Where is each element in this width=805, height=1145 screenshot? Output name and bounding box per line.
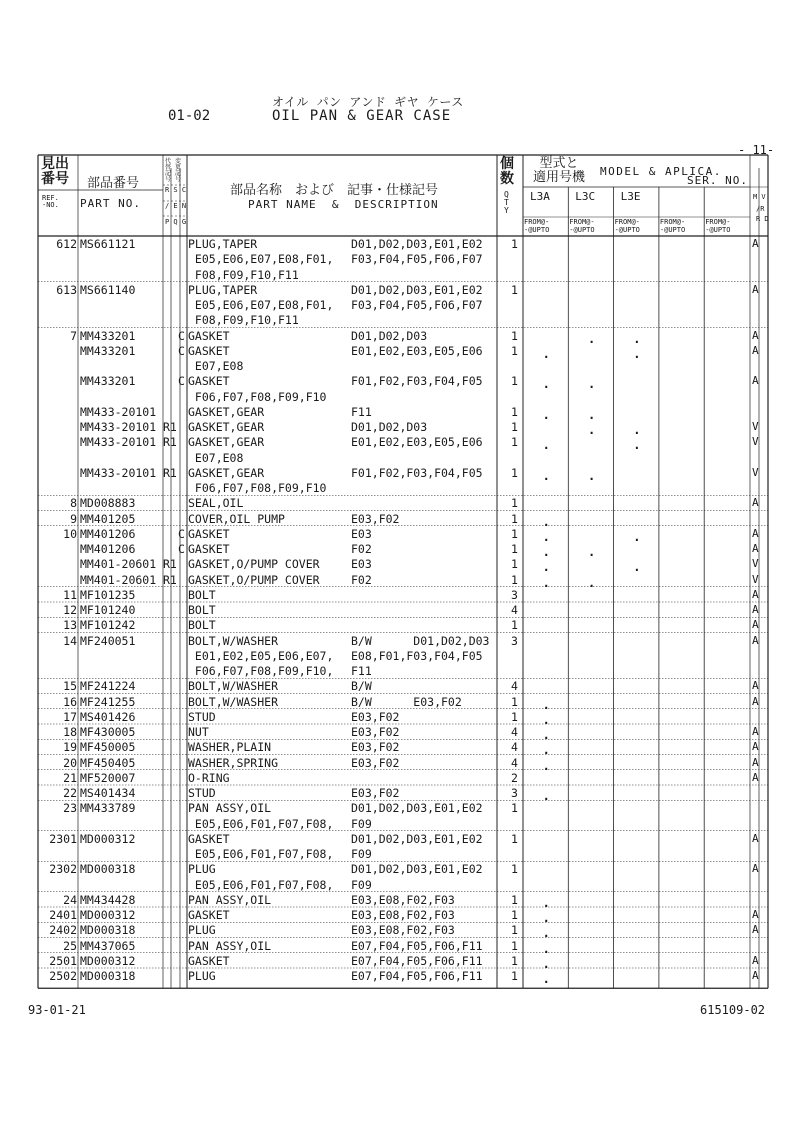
applicability-dot: . xyxy=(542,545,550,559)
part-name: E05,E06,F01,F07,F08, xyxy=(188,816,334,831)
pqg-header: P Q G xyxy=(165,218,187,226)
part-name: F08,F09,F10,F11 xyxy=(188,267,299,282)
quantity: 3 xyxy=(511,633,518,648)
applicability-dot: . xyxy=(587,423,596,437)
part-description: F03,F04,F05,F06,F07 xyxy=(351,252,483,267)
quantity: 1 xyxy=(511,496,518,511)
quantity: 1 xyxy=(511,404,518,419)
part-name: PAN ASSY,OIL xyxy=(188,892,272,907)
code-header-b: 変 更 記 号 xyxy=(175,158,182,183)
quantity: 1 xyxy=(511,572,518,587)
remark-code: A xyxy=(752,328,759,342)
applicability-dot: . xyxy=(542,697,550,712)
remark-code: A xyxy=(752,862,759,876)
part-number: MD000318 xyxy=(80,923,136,938)
remark-code: A xyxy=(752,694,759,708)
change-code: C xyxy=(178,343,185,358)
quantity: 1 xyxy=(511,542,518,556)
quantity: 1 xyxy=(511,908,518,922)
part-number: MF520007 xyxy=(80,770,136,785)
part-name: PAN ASSY,OIL xyxy=(188,801,272,816)
remark-code: A xyxy=(752,953,759,967)
part-name: GASKET,O/PUMP COVER xyxy=(188,557,320,572)
name-header-en: PART NAME & DESCRIPTION xyxy=(248,198,439,211)
part-description: B/W E03,F02 xyxy=(351,694,462,709)
ref-number: 10 xyxy=(63,526,77,541)
part-number: MM401-20601 xyxy=(80,557,157,572)
ref-number: 22 xyxy=(63,786,77,800)
part-description: E07,F04,F05,F06,F11 xyxy=(351,953,483,968)
part-name: F06,F07,F08,F09,F10, xyxy=(188,664,334,678)
part-number: MF450405 xyxy=(80,755,136,770)
ref-number: 14 xyxy=(63,633,77,648)
remark-code: A xyxy=(752,831,759,845)
part-description: E03,F02 xyxy=(351,511,400,526)
quantity: 1 xyxy=(511,343,518,358)
part-name: SEAL,OIL xyxy=(188,496,244,511)
applicability-dot: . xyxy=(542,972,550,986)
quantity: 2 xyxy=(511,770,518,785)
part-name: GASKET xyxy=(188,542,230,556)
quantity: 1 xyxy=(511,892,518,907)
ref-number: 19 xyxy=(63,740,77,755)
page-number: - 11- xyxy=(738,143,775,157)
mv-header: M V xyxy=(753,193,766,201)
part-number: MF430005 xyxy=(80,725,136,739)
quantity: 1 xyxy=(511,420,518,434)
applicability-dot: . xyxy=(542,758,550,773)
part-description: E03,F02 xyxy=(351,740,400,755)
ref-number: 2401 xyxy=(49,908,77,922)
applicability-dot: . xyxy=(542,789,550,803)
change-code: R1 xyxy=(163,572,177,587)
remark-code: V xyxy=(752,557,759,571)
quantity: 1 xyxy=(511,282,518,297)
part-name: NUT xyxy=(188,725,209,739)
part-number: MD000318 xyxy=(80,862,136,877)
remark-code: A xyxy=(752,725,759,738)
remark-code: A xyxy=(752,282,759,296)
part-name: WASHER,SPRING xyxy=(188,755,279,770)
change-code: R1 xyxy=(163,465,177,480)
remark-code: A xyxy=(752,969,759,982)
applicability-dot: . xyxy=(542,728,550,742)
ref-number: 17 xyxy=(63,709,77,724)
remark-code: V xyxy=(752,572,759,586)
from-label: FROM@- xyxy=(614,218,640,226)
part-number: MS661140 xyxy=(80,282,136,297)
part-number: MM437065 xyxy=(80,938,136,953)
change-code: R1 xyxy=(163,557,177,572)
change-code: C xyxy=(178,374,185,389)
ref-number: 613 xyxy=(56,282,77,297)
quantity: 1 xyxy=(511,526,518,541)
ref-number: 612 xyxy=(56,237,77,251)
part-number: MF101240 xyxy=(80,603,136,617)
applicability-dot: . xyxy=(542,377,550,392)
part-name: BOLT,W/WASHER xyxy=(188,633,279,648)
remark-code: V xyxy=(752,465,759,479)
part-name: E05,E06,E07,E08,F01, xyxy=(188,252,334,267)
section-number: 01-02 xyxy=(168,108,211,124)
quantity: 4 xyxy=(511,740,518,755)
part-number: MM401206 xyxy=(80,542,136,556)
quantity: 1 xyxy=(511,938,518,953)
from-label: FROM@- xyxy=(659,218,686,226)
part-description: F01,F02,F03,F04,F05 xyxy=(351,465,483,480)
quantity: 4 xyxy=(511,679,518,694)
part-number: MS401434 xyxy=(80,786,136,800)
part-number: MM434428 xyxy=(80,892,136,907)
part-description: E03,F02 xyxy=(351,709,400,724)
part-number: MM433201 xyxy=(80,374,136,389)
from-label: FROM@- xyxy=(705,218,731,226)
part-name: GASKET xyxy=(188,343,230,358)
part-name: GASKET xyxy=(188,831,230,846)
quantity: 1 xyxy=(511,953,518,968)
part-name: GASKET xyxy=(188,328,230,343)
applicability-dot: . xyxy=(587,331,596,346)
quantity: 1 xyxy=(511,435,518,450)
ref-number: 25 xyxy=(63,938,77,953)
quantity: 1 xyxy=(511,618,518,633)
model-header-jp: 型式と 適用号機 xyxy=(533,156,586,185)
quantity: 1 xyxy=(511,374,518,389)
ref-number: 8 xyxy=(70,496,77,511)
quantity: 1 xyxy=(511,465,518,480)
ref-number: 13 xyxy=(63,618,77,633)
rd-header: /R R D xyxy=(756,205,769,223)
quantity: 1 xyxy=(511,923,518,938)
part-number: MF101242 xyxy=(80,618,136,633)
part-description: D01,D02,D03,E01,E02 xyxy=(351,862,483,877)
applicability-dot: . xyxy=(542,895,550,910)
change-code: C xyxy=(178,328,185,343)
part-description: D01,D02,D03,E01,E02 xyxy=(351,282,483,297)
part-description: E03,F02 xyxy=(351,725,400,739)
part-description: B/W D01,D02,D03 xyxy=(351,633,490,648)
applicability-dot: . xyxy=(542,956,550,971)
part-description: E03,F02 xyxy=(351,786,400,800)
quantity: 4 xyxy=(511,725,518,739)
applicability-dot: . xyxy=(542,407,550,422)
model-header-en: MODEL & APLICA. xyxy=(600,165,722,178)
part-name: GASKET xyxy=(188,526,230,541)
part-number: MM433201 xyxy=(80,343,136,358)
part-name: E05,E06,E07,E08,F01, xyxy=(188,298,334,312)
applicability-dot: . xyxy=(587,545,596,559)
part-name: PLUG xyxy=(188,923,216,938)
remark-code: A xyxy=(752,908,759,921)
qty-header-en: Q T Y xyxy=(504,190,509,215)
part-description: F09 xyxy=(351,847,372,861)
quantity: 1 xyxy=(511,801,518,816)
part-number: MM433-20101 xyxy=(80,465,157,480)
part-description: F11 xyxy=(351,664,372,678)
upto-label: -@UPTO xyxy=(705,226,731,234)
applicability-dot: . xyxy=(542,911,550,925)
part-number: MS661121 xyxy=(80,237,136,251)
applicability-dot: . xyxy=(587,468,596,483)
part-description: E01,E02,E03,E05,E06 xyxy=(351,435,483,450)
ref-number: 2502 xyxy=(49,969,77,983)
part-number: MF241224 xyxy=(80,679,136,694)
remark-code: A xyxy=(752,618,759,632)
ref-number: 21 xyxy=(63,770,77,785)
part-name: GASKET,GEAR xyxy=(188,435,265,450)
remark-code: A xyxy=(752,923,759,937)
part-name: E05,E06,F01,F07,F08, xyxy=(188,847,334,861)
quantity: 4 xyxy=(511,603,518,617)
code-header-a: 代 替 記 号 xyxy=(165,158,172,183)
remark-code: A xyxy=(752,755,759,769)
part-name: BOLT xyxy=(188,618,216,633)
part-name: E07,E08 xyxy=(188,450,244,465)
part-number: MM433201 xyxy=(80,328,136,343)
ref-number: 2402 xyxy=(49,923,77,938)
part-name: F06,F07,F08,F09,F10 xyxy=(188,389,327,404)
quantity: 1 xyxy=(511,237,518,251)
ref-number: 18 xyxy=(63,725,77,739)
part-number: MM401205 xyxy=(80,511,136,526)
part-description: E03,E08,F02,F03 xyxy=(351,908,455,922)
applicability-dot: . xyxy=(542,468,550,483)
part-name: E01,E02,E05,E06,E07, xyxy=(188,648,334,663)
ref-number: 12 xyxy=(63,603,77,617)
title-japanese: オイル パン アンド ギヤ ケース xyxy=(272,95,464,109)
remark-code: V xyxy=(752,435,759,449)
part-number: MM401-20601 xyxy=(80,572,157,587)
part-name: PLUG,TAPER xyxy=(188,282,258,297)
applicability-dot: . xyxy=(542,743,550,758)
ref-number: 24 xyxy=(63,892,77,907)
part-description: F02 xyxy=(351,572,372,587)
applicability-dot: . xyxy=(542,941,550,956)
part-description: E07,F04,F05,F06,F11 xyxy=(351,969,483,983)
ref-number: 7 xyxy=(70,328,77,343)
qty-header-jp: 個 数 xyxy=(500,156,514,187)
quantity: 1 xyxy=(511,709,518,724)
applicability-dot: . xyxy=(542,346,550,361)
upto-label: -@UPTO xyxy=(569,226,595,234)
from-label: FROM@- xyxy=(569,218,595,226)
part-name: BOLT xyxy=(188,587,216,602)
part-number: MD000318 xyxy=(80,969,136,983)
part-name: BOLT,W/WASHER xyxy=(188,694,279,709)
part-name: PLUG,TAPER xyxy=(188,237,258,251)
ref-number: 2302 xyxy=(49,862,77,877)
remark-code: A xyxy=(752,496,759,510)
part-description: F03,F04,F05,F06,F07 xyxy=(351,298,483,312)
remark-code: A xyxy=(752,542,759,555)
change-code: C xyxy=(178,542,185,556)
part-number: MM433-20101 xyxy=(80,435,157,450)
applicability-dot: . xyxy=(633,560,641,575)
remark-code: A xyxy=(752,343,759,357)
remark-code: A xyxy=(752,603,759,616)
part-description: E01,E02,E03,E05,E06 xyxy=(351,343,483,358)
part-description: F01,F02,F03,F04,F05 xyxy=(351,374,483,389)
part-number: MF240051 xyxy=(80,633,136,648)
applicability-dot: . xyxy=(633,331,641,346)
part-description: E03,E08,F02,F03 xyxy=(351,892,455,907)
part-number: MM433789 xyxy=(80,801,136,816)
applicability-dot: . xyxy=(587,377,596,392)
part-name: BOLT xyxy=(188,603,216,617)
upto-label: -@UPTO xyxy=(614,226,640,234)
part-number: MM401206 xyxy=(80,526,136,541)
part-description: F09 xyxy=(351,816,372,831)
part-name: GASKET,GEAR xyxy=(188,420,265,434)
from-label: FROM@- xyxy=(524,218,550,226)
applicability-dot: . xyxy=(633,346,641,361)
ref-number: 15 xyxy=(63,679,77,694)
part-name: E05,E06,F01,F07,F08, xyxy=(188,877,334,892)
part-description: D01,D02,D03,E01,E02 xyxy=(351,237,483,251)
part-name: GASKET xyxy=(188,953,230,968)
quantity: 3 xyxy=(511,786,518,800)
remark-code: A xyxy=(752,237,759,250)
part-description: F09 xyxy=(351,877,372,892)
en-header: / E N xyxy=(165,202,187,210)
ref-header-jp: 見出 番号 xyxy=(41,156,69,187)
part-description: E03 xyxy=(351,557,372,572)
part-name: GASKET xyxy=(188,374,230,389)
part-number: MF241255 xyxy=(80,694,136,709)
remark-code: A xyxy=(752,740,759,754)
remark-code: A xyxy=(752,526,759,540)
part-number: MM433-20101 xyxy=(80,420,157,434)
part-name: STUD xyxy=(188,786,216,800)
part-number: MD000312 xyxy=(80,953,136,968)
quantity: 1 xyxy=(511,862,518,877)
applicability-dot: . xyxy=(587,575,596,590)
quantity: 1 xyxy=(511,511,518,526)
quantity: 1 xyxy=(511,831,518,846)
part-name: BOLT,W/WASHER xyxy=(188,679,279,694)
ref-number: 16 xyxy=(63,694,77,709)
part-description: F02 xyxy=(351,542,372,556)
ref-number: 2301 xyxy=(49,831,77,846)
ref-number: 23 xyxy=(63,801,77,816)
part-name: WASHER,PLAIN xyxy=(188,740,272,755)
part-number: MF450005 xyxy=(80,740,136,755)
remark-code: V xyxy=(752,420,759,433)
model-column-header: L3A xyxy=(530,190,550,203)
quantity: 1 xyxy=(511,557,518,572)
ref-number: 2501 xyxy=(49,953,77,968)
applicability-dot: . xyxy=(633,423,641,437)
ref-number: 9 xyxy=(70,511,77,526)
applicability-dot: . xyxy=(542,529,550,544)
model-column-header: L3C xyxy=(575,190,596,203)
applicability-dot: . xyxy=(633,529,641,544)
upto-label: -@UPTO xyxy=(524,226,550,234)
remark-code: A xyxy=(752,374,759,388)
part-name: STUD xyxy=(188,709,216,724)
part-name: GASKET,O/PUMP COVER xyxy=(188,572,320,587)
ref-header-en: REF. -NO. xyxy=(42,194,59,209)
quantity: 1 xyxy=(511,969,518,983)
part-description: E07,F04,F05,F06,F11 xyxy=(351,938,483,953)
remark-code: A xyxy=(752,770,759,784)
part-number: MD008883 xyxy=(80,496,136,511)
change-code: R1 xyxy=(163,420,177,434)
part-number: MS401426 xyxy=(80,709,136,724)
part-description: D01,D02,D03,E01,E02 xyxy=(351,801,483,816)
upto-label: -@UPTO xyxy=(659,226,686,234)
name-header-jp: 部品名称 および 記事・仕様記号 xyxy=(230,183,439,198)
remark-code: A xyxy=(752,587,759,601)
part-name: GASKET xyxy=(188,908,230,922)
applicability-dot: . xyxy=(542,712,550,727)
applicability-dot: . xyxy=(542,926,550,941)
part-description: E03,E08,F02,F03 xyxy=(351,923,455,938)
part-name: F06,F07,F08,F09,F10 xyxy=(188,481,327,495)
remark-code: A xyxy=(752,633,759,647)
part-name: O-RING xyxy=(188,770,230,785)
page-title: OIL PAN & GEAR CASE xyxy=(272,108,452,124)
part-name: PLUG xyxy=(188,862,216,877)
part-no-header-en: PART NO. xyxy=(80,197,141,210)
ref-number: 11 xyxy=(63,587,77,602)
remark-code: A xyxy=(752,679,759,693)
ser-no-header: SER. NO. xyxy=(687,174,748,187)
applicability-dot: . xyxy=(542,575,550,590)
part-description: E08,F01,F03,F04,F05 xyxy=(351,648,483,663)
part-no-header-jp: 部品番号 xyxy=(87,176,140,191)
ref-number: 20 xyxy=(63,755,77,770)
part-name: F08,F09,F10,F11 xyxy=(188,313,299,328)
part-description: F11 xyxy=(351,404,372,419)
rsc-header: R S C xyxy=(165,186,187,194)
part-description: D01,D02,D03 xyxy=(351,328,428,343)
part-description: D01,D02,D03 xyxy=(351,420,428,434)
quantity: 1 xyxy=(511,694,518,709)
applicability-dot: . xyxy=(542,438,550,453)
part-description: B/W xyxy=(351,679,372,694)
part-name: E07,E08 xyxy=(188,359,244,373)
part-name: GASKET,GEAR xyxy=(188,404,265,419)
applicability-dot: . xyxy=(633,438,641,453)
part-name: GASKET,GEAR xyxy=(188,465,265,480)
applicability-dot: . xyxy=(587,407,596,422)
footer-date: 93-01-21 xyxy=(28,1003,86,1017)
quantity: 3 xyxy=(511,587,518,602)
part-name: PAN ASSY,OIL xyxy=(188,938,272,953)
part-number: MF101235 xyxy=(80,587,136,602)
footer-catalog-number: 615109-02 xyxy=(700,1003,766,1017)
part-number: MD000312 xyxy=(80,831,136,846)
part-description: E03 xyxy=(351,526,372,541)
model-column-header: L3E xyxy=(620,190,641,203)
quantity: 1 xyxy=(511,328,518,343)
change-code: R1 xyxy=(163,435,177,450)
part-name: PLUG xyxy=(188,969,216,983)
applicability-dot: . xyxy=(542,560,550,575)
part-description: E03,F02 xyxy=(351,755,400,770)
part-number: MM433-20101 xyxy=(80,404,157,419)
part-name: COVER,OIL PUMP xyxy=(188,511,285,526)
quantity: 4 xyxy=(511,755,518,770)
applicability-dot: . xyxy=(542,514,550,529)
part-description: D01,D02,D03,E01,E02 xyxy=(351,831,483,846)
part-number: MD000312 xyxy=(80,908,136,922)
change-code: C xyxy=(178,526,185,541)
